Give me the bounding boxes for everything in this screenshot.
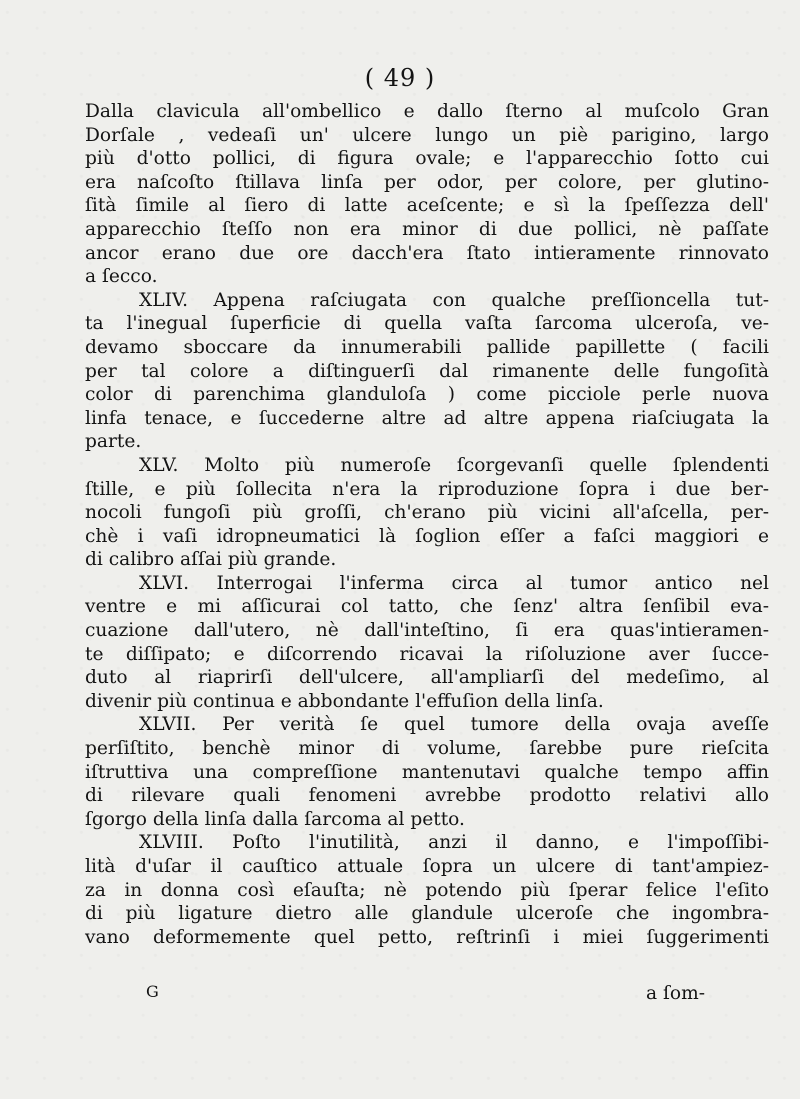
text-line: ſgorgo della linſa dalla ſarcoma al petto. [85, 808, 465, 830]
text-line: nocoli fungoſi più groſſi, ch'erano più vicini all'aſcella, per- [85, 502, 769, 524]
text-line: linfa tenace, e ſuccederne altre ad altre appena riaſciugata la [85, 407, 769, 429]
signature-mark: G [146, 982, 159, 1001]
text-line: a ſecco. [85, 266, 158, 288]
text-line: vano deformemente quel petto, reſtrinſi i miei ſuggerimenti [85, 926, 769, 948]
section-heading-line: XLVI. Interrogai l'inferma circa al tumor antico nel [139, 572, 769, 594]
text-line: era naſcoſto ſtillava linſa per odor, per colore, per glutino- [85, 171, 769, 193]
text-line: za in donna così eſauſta; nè potendo più ſperar felice l'eſito [85, 879, 769, 901]
text-line: ſtille, e più ſollecita n'era la riproduzione ſopra i due ber- [85, 478, 769, 500]
text-line: iſtruttiva una compreſſione mantenutavi qualche tempo affin [85, 761, 769, 783]
text-line: cuazione dall'utero, nè dall'inteſtino, ſi era quas'intieramen- [85, 620, 769, 642]
text-line: ta l'inegual ſuperficie di quella vaſta ſarcoma ulceroſa, ve- [85, 313, 769, 335]
text-line: lità d'uſar il cauſtico attuale ſopra un ulcere di tant'ampiez- [85, 856, 769, 877]
text-line: chè i vaſi idropneumatici là ſoglion eſſer a faſci maggiori e [85, 525, 769, 547]
page-number: ( 49 ) [364, 64, 436, 92]
text-line: parte. [85, 431, 142, 453]
text-line: apparecchio ſteſſo non era minor di due pollici, nè paſſate [85, 218, 769, 240]
text-line: di più ligature dietro alle glandule ulceroſe che ingombra- [85, 903, 769, 925]
body-text [85, 100, 769, 949]
text-line: ancor erano due ore dacch'era ſtato intieramente rinnovato [85, 242, 769, 264]
text-line: divenir più continua e abbondante l'effuſion della linſa. [85, 690, 604, 712]
text-line: duto al riaprirſi dell'ulcere, all'ampliarſi del medeſimo, al [85, 667, 769, 689]
text-line: più d'otto pollici, di figura ovale; e l'apparecchio ſotto cui [85, 148, 769, 170]
text-line: per tal colore a diſtinguerſi dal rimanente delle fungoſità [85, 360, 769, 382]
text-line: color di parenchima glanduloſa ) come picciole perle nuova [85, 384, 769, 406]
text-line: di calibro aſſai più grande. [85, 549, 337, 571]
text-line: devamo sboccare da innumerabili pallide papillette ( facili [85, 336, 769, 358]
text-line: perſiſtito, benchè minor di volume, ſarebbe pure rieſcita [85, 738, 769, 760]
text-line: te diſſipato; e diſcorrendo ricavai la riſoluzione aver ſucce- [85, 643, 769, 665]
section-heading-line: XLV. Molto più numeroſe ſcorgevanſi quelle ſplendenti [139, 454, 769, 476]
text-line: Dorſale , vedeaſi un' ulcere lungo un piè parigino, largo [85, 124, 769, 146]
text-line: ventre e mi aſſicurai col tatto, che ſenz' altra ſenſibil eva- [85, 596, 769, 618]
text-line: Dalla clavicula all'ombellico e dallo ſterno al muſcolo Gran [85, 101, 769, 122]
text-line: di rilevare quali fenomeni avrebbe prodotto relativi allo [85, 785, 769, 807]
catchword: a ſom- [646, 983, 705, 1004]
text-line: ſità ſimile al ſiero di latte aceſcente; e sì la ſpeſſezza dell' [85, 195, 769, 217]
section-heading-line: XLVIII. Poſto l'inutilità, anzi il danno, e l'impoſſibi- [139, 832, 769, 854]
section-heading-line: XLIV. Appena raſciugata con qualche preſſioncella tut- [139, 289, 769, 311]
section-heading-line: XLVII. Per verità ſe quel tumore della ovaja aveſſe [139, 714, 769, 736]
